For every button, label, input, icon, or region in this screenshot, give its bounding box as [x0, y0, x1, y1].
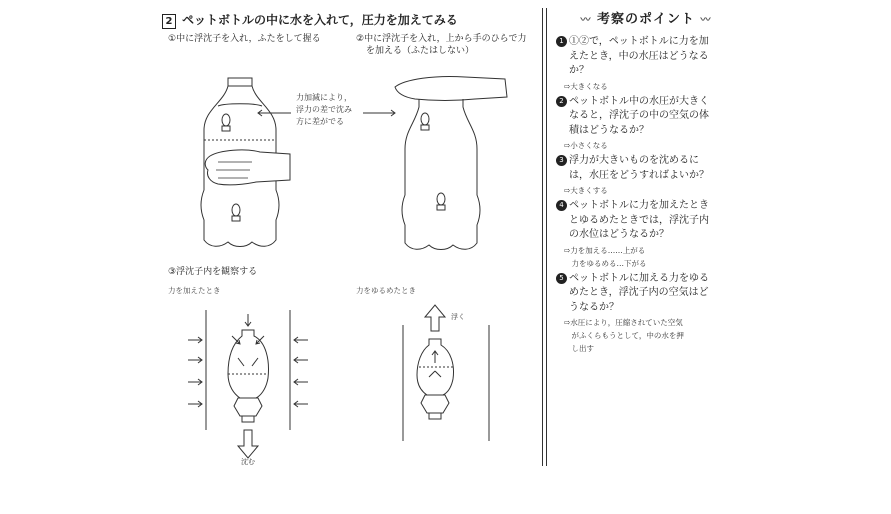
pressure-applied-label: 力を加えたとき	[168, 286, 221, 295]
point-number-icon: 2	[556, 96, 567, 107]
point-question-line: ペットボトル中の水圧が大きく	[569, 95, 709, 107]
point-question-line: 積はどうなるか？	[569, 124, 649, 136]
middle-note-line1: 力加減により，	[296, 93, 352, 102]
palm-hand-icon	[395, 76, 507, 100]
section-number: 2	[162, 14, 176, 29]
point-question-line: なると，浮沈子の中の空気の体	[569, 110, 709, 121]
column-divider	[542, 8, 547, 466]
diver-top-icon	[222, 114, 230, 131]
bottle-squeeze-illustration	[190, 70, 290, 250]
sink-label: 沈む	[241, 458, 255, 466]
section-title	[162, 11, 458, 29]
point-question-line: ①②で，ペットボトルに力を加	[569, 36, 709, 47]
point-item-2	[556, 95, 736, 153]
pressure-released-label: 力をゆるめたとき	[356, 286, 416, 295]
diver-top-icon	[421, 113, 429, 130]
point-number-icon: 4	[556, 200, 567, 211]
point-question-line: とゆるめたときでは，浮沈子内	[569, 214, 709, 226]
step3-label: ③浮沈子内を観察する	[168, 267, 258, 277]
point-question-line: は，水圧をどうすればよいか？	[569, 169, 709, 181]
diver-expanded-diagram	[395, 305, 515, 445]
diver-bottom-icon	[437, 193, 445, 210]
point-item-5	[556, 272, 736, 356]
wave-right-icon: 〰	[700, 15, 712, 26]
point-number-icon: 5	[556, 273, 567, 284]
point-item-4	[556, 199, 736, 270]
point-question-line: めたとき，浮沈子内の空気はど	[569, 287, 709, 298]
point-question-line: ペットボトルに力を加えたとき	[569, 200, 709, 211]
diver-compressed-diagram	[180, 300, 320, 465]
step2-label-line1: ②中に浮沈子を入れ，上から手のひらで力	[356, 34, 527, 44]
point-answer: ⇨力を加える……上がる 力をゆるめる…下がる	[564, 245, 647, 268]
step2-label-line2: を加える（ふたはしない）	[366, 46, 475, 56]
middle-note-line3: 方に差がでる	[296, 117, 344, 126]
middle-note-line2: 浮力の差で沈み	[296, 105, 352, 114]
float-label: 浮く	[451, 313, 465, 321]
point-item-1	[556, 35, 736, 93]
discussion-points-panel	[556, 8, 736, 357]
point-number-icon: 1	[556, 36, 567, 47]
discussion-points-title	[556, 8, 736, 27]
point-question-line: ペットボトルに加える力をゆる	[569, 272, 709, 284]
point-question-line: の水位はどうなるか？	[569, 229, 669, 240]
point-item-3	[556, 154, 736, 197]
point-question-line: 浮力が大きいものを沈めるに	[569, 155, 699, 166]
wave-left-icon: 〰	[580, 15, 592, 26]
note-arrows	[255, 108, 405, 118]
point-question-line: えたとき，中の水圧はどうなる	[569, 50, 709, 62]
point-answer: ⇨大きくなる	[564, 81, 608, 91]
bottle-press-illustration	[395, 75, 515, 255]
step1-label: ①中に浮沈子を入れ，ふたをして握る	[168, 34, 321, 44]
discussion-points-title-text: 考察のポイント	[596, 12, 695, 27]
point-answer: ⇨水圧により，圧縮されていた空気 がふくらもうとして，中の水を押 し出す	[564, 318, 684, 353]
point-number-icon: 3	[556, 155, 567, 166]
point-answer: ⇨小さくなる	[564, 141, 608, 150]
point-question-line: か？	[569, 65, 589, 76]
section-title-text: ペットボトルの中に水を入れて，圧力を加えてみる	[182, 13, 458, 27]
point-answer: ⇨大きくする	[564, 186, 608, 195]
hand-grip-icon	[205, 150, 290, 185]
diver-bottom-icon	[232, 204, 240, 221]
point-question-line: うなるか？	[569, 301, 619, 313]
